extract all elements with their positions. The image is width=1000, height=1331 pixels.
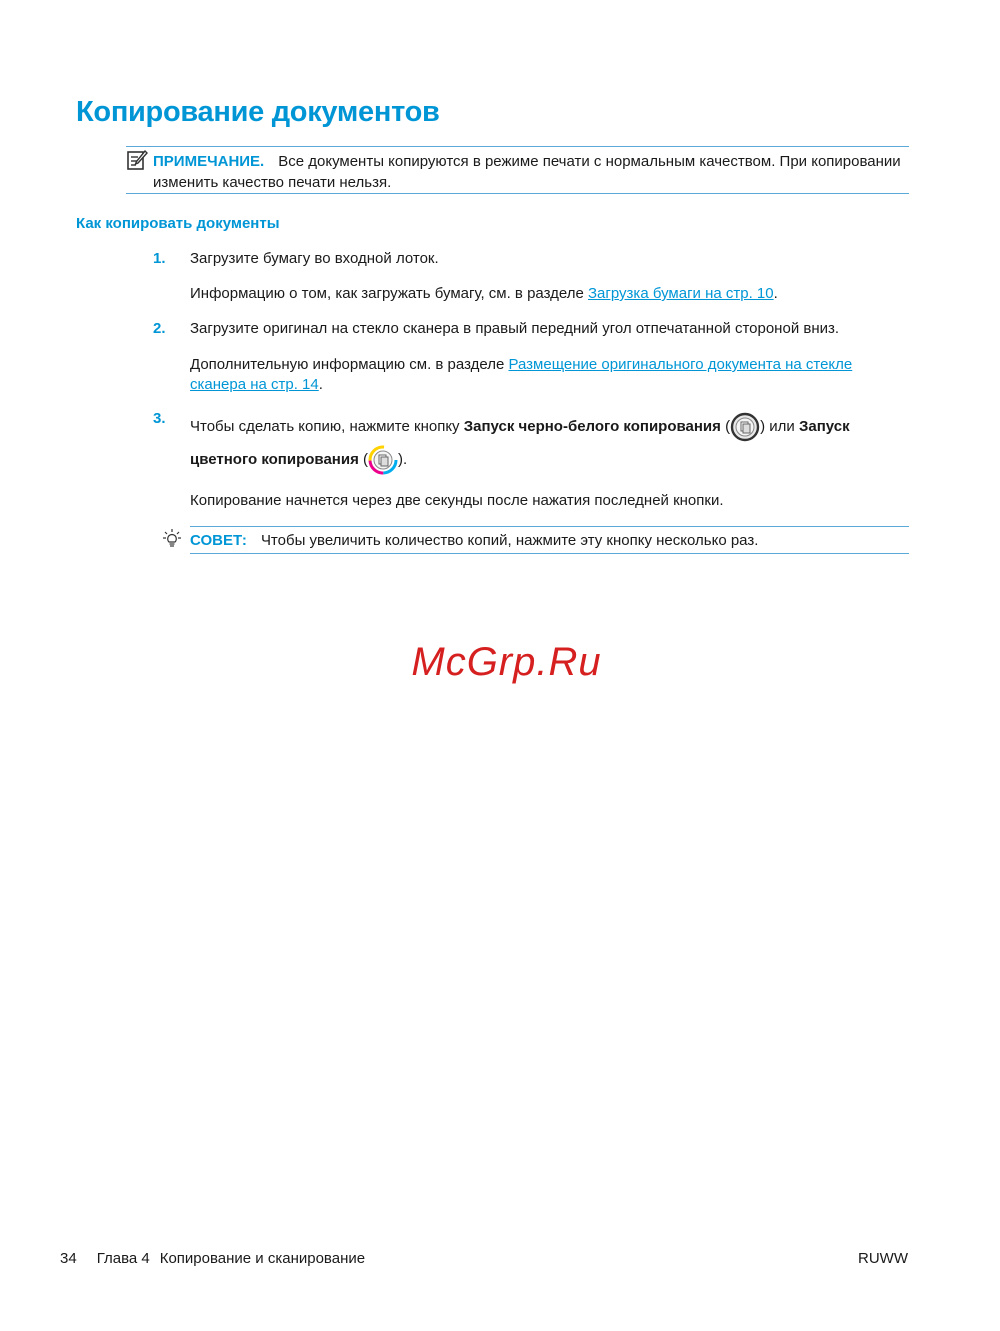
step-1-info-prefix: Информацию о том, как загружать бумагу, см. в разделе (190, 285, 588, 302)
step-1-number: 1. (153, 250, 166, 267)
bw-copy-button-icon (730, 412, 760, 442)
lightbulb-icon (163, 529, 181, 547)
footer-page-number: 34 (60, 1250, 77, 1267)
step-3-prefix: Чтобы сделать копию, нажмите кнопку (190, 418, 464, 435)
tip-body: Чтобы увеличить количество копий, нажмите эту кнопку несколько раз. (260, 532, 759, 549)
color-copy-button-label: Запуск цветного копирования (190, 418, 850, 468)
note-body: Все документы копируются в режиме печати с нормальным качеством. При копировании изменить качество печати нельзя. (153, 153, 901, 191)
step-1-text: Загрузите бумагу во входной лоток. (190, 250, 439, 267)
tip-text (190, 531, 909, 551)
note-label: ПРИМЕЧАНИЕ. (153, 153, 265, 170)
link-place-original[interactable]: Размещение оригинального документа на стекле сканера на стр. 14 (190, 356, 853, 393)
note-icon (126, 149, 148, 171)
step-3-between: или (765, 418, 799, 435)
watermark: McGrp.Ru (411, 640, 602, 684)
page-title: Копирование документов (76, 96, 440, 128)
tip-label: СОВЕТ: (190, 532, 247, 549)
footer-right: RUWW (858, 1250, 908, 1267)
step-2-text: Загрузите оригинал на стекло сканера в правый передний угол отпечатанной стороной вниз. (190, 320, 840, 337)
step-2-info-suffix: . (318, 376, 323, 393)
note-text (153, 151, 903, 193)
link-load-paper[interactable]: Загрузка бумаги на стр. 10 (588, 285, 774, 302)
step-3-end: ). (398, 451, 408, 468)
section-heading: Как копировать документы (76, 215, 280, 232)
step-2-number: 2. (153, 320, 166, 337)
footer-chapter: Глава 4 (96, 1250, 150, 1267)
color-copy-button-icon (368, 445, 398, 475)
paren-close: ) (760, 418, 766, 435)
note-box (126, 146, 909, 194)
step-3-number: 3. (153, 410, 166, 427)
step-2-info-prefix: Дополнительную информацию см. в разделе (190, 356, 509, 373)
paren-open-2: ( (363, 451, 368, 468)
bw-copy-button-label: Запуск черно-белого копирования (463, 418, 721, 435)
step-3-info: Копирование начнется через две секунды после нажатия последней кнопки. (190, 492, 724, 509)
step-1-info (190, 284, 890, 304)
tip-box (190, 526, 909, 554)
step-3-text (190, 410, 890, 476)
paren-open: ( (725, 418, 731, 435)
footer-left (60, 1250, 365, 1267)
step-2-info (190, 355, 890, 395)
footer-chapter-title: Копирование и сканирование (159, 1250, 366, 1267)
step-1-info-suffix: . (773, 285, 778, 302)
